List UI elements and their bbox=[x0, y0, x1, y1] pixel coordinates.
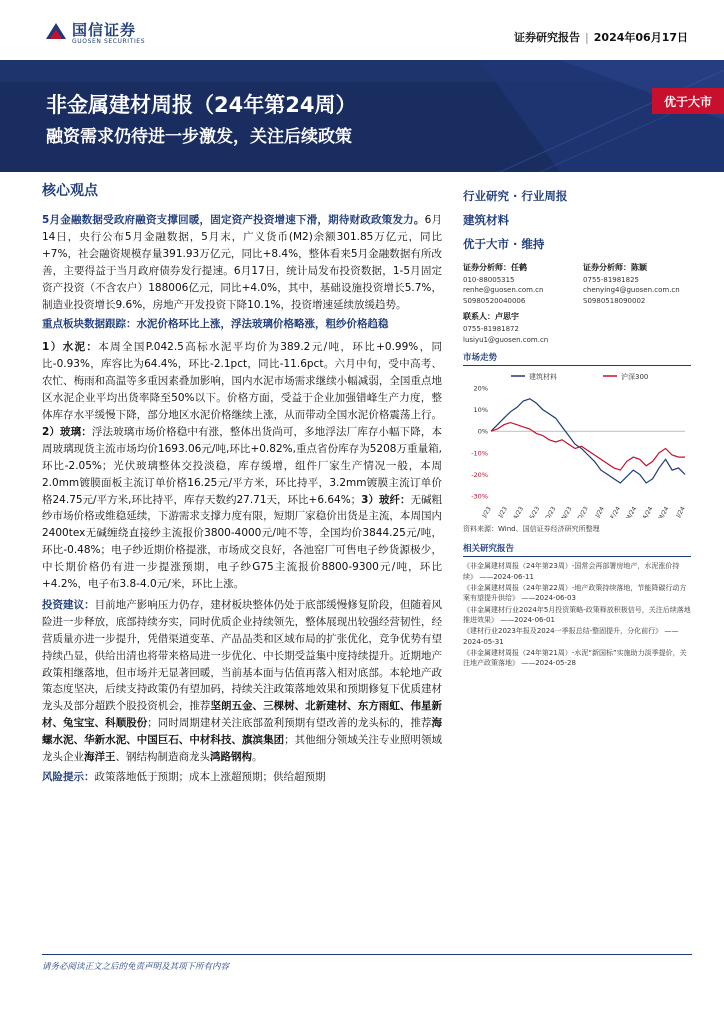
investment-picks-1: 坚朗五金、三棵树、北新建材、东方雨虹、伟星新材、兔宝宝、科顺股份 bbox=[42, 700, 443, 730]
report-date: 2024年06月17日 bbox=[593, 31, 688, 44]
analyst-2 bbox=[583, 262, 691, 306]
market-trend-title: 市场走势 bbox=[463, 353, 498, 364]
glass-label: 2）玻璃： bbox=[42, 425, 92, 438]
investment-body-1: 目前地产影响压力仍存，建材板块整体仍处于底部缓慢修复阶段，但随着风险进一步释放，底部持续夯实，同时优质企业持续领先，整体展现出较强经营韧性，经营质量亦进一步提升，凭借渠道变革、产品品类和区域布局的扩张优化，竞争优势有望持续凸显，供给出清也将带来格局进一步优化、中长期受益集中度持续提升。近期地产政策相继落地，但市场并无显著回暖，当前基本面与估值再落入相对底部。本轮地产政策态度坚决，后续支持政策仍有望加码，持续关注政策落地效果和预期修复下优质建材龙头及部分超跌个股投资机会，推荐 bbox=[42, 598, 443, 713]
related-report-item[interactable]: 《非金属建材周报（24年第23周）-国常会再部署房地产，水泥涨价持续》 ——2024-06-11 bbox=[463, 562, 680, 581]
analyst-1 bbox=[463, 262, 567, 306]
related-report-item[interactable]: 《非金属建材周报（24年第22周）-地产政策持续落地，节能降碳行动方案有望提升供给》 ——2024-06-03 bbox=[463, 584, 687, 603]
analyst-2-cert: S0980518090002 bbox=[583, 296, 646, 305]
investment-body-4: 、钢结构制造商龙头 bbox=[115, 751, 210, 764]
top-header bbox=[0, 0, 724, 58]
core-view-title: 核心观点 bbox=[42, 183, 98, 199]
sector-tracking-heading: 重点板块数据跟踪：水泥价格环比上涨，浮法玻璃价格略涨，粗纱价格趋稳 bbox=[42, 318, 389, 331]
report-tag bbox=[514, 29, 688, 45]
report-category: 行业研究 · 行业周报 bbox=[463, 189, 568, 203]
investment-body-5: 。 bbox=[252, 751, 263, 764]
y-tick-label: 10% bbox=[473, 406, 488, 415]
investment-picks-2: 海螺水泥、华新水泥、中国巨石、中材科技、旗滨集团 bbox=[42, 717, 443, 747]
analyst-1-phone: 010-88005315 bbox=[463, 276, 515, 284]
y-tick-label: 0% bbox=[477, 427, 488, 436]
related-reports-list bbox=[463, 561, 691, 668]
glass-body: 浮法玻璃市场价格稳中有涨，整体出货尚可，多地浮法厂库存小幅下降，本周玻璃现货主流市场均价1693.06元/吨,环比+0.82%,重点省份库存为5208万重量箱,环比-2.05%；光伏玻璃整体交投淡稳，库存缓增，组件厂家生产情况一般，本周2.0mm镀膜面板主流订单价格16.25元/平方米，环比持平，3.2mm镀膜主流订单价格24.75元/平方米,环比持平，库存天数约27.71天，环比+6.64%； bbox=[42, 425, 442, 506]
related-report-item[interactable]: 《非金属建材周报（24年第21周）-水泥“新国标”实施助力淡季提价，关注地产政策落地》 ——2024-05-28 bbox=[463, 648, 687, 668]
separator: | bbox=[585, 31, 589, 44]
y-tick-label: -30% bbox=[471, 492, 488, 501]
analyst-2-email[interactable]: chenying4@guosen.com.cn bbox=[583, 286, 680, 295]
report-type: 证券研究报告 bbox=[514, 31, 581, 44]
y-tick-label: -10% bbox=[471, 449, 488, 458]
risk-body: 政策落地低于预期；成本上涨超预期；供给超预期 bbox=[94, 771, 326, 783]
contact-email[interactable]: lusiyu1@guosen.com.cn bbox=[463, 335, 549, 344]
left-column bbox=[42, 180, 442, 786]
analyst-1-email[interactable]: renhe@guosen.com.cn bbox=[463, 286, 544, 295]
logo-text-en: GUOSEN SECURITIES bbox=[72, 38, 146, 45]
chart-source: 资料来源：Wind、国信证券经济研究所整理 bbox=[463, 525, 600, 534]
x-tick-label: M/24 bbox=[624, 505, 639, 519]
contact-block bbox=[463, 311, 691, 345]
related-report-item[interactable]: 《建材行业2023年报及2024一季报总结-整固提升，分化前行》 ——2024-05-31 bbox=[463, 627, 679, 646]
market-trend-rule bbox=[463, 365, 691, 366]
y-tick-label: -20% bbox=[471, 470, 488, 479]
investment-picks-3a: 海洋王 bbox=[84, 751, 116, 764]
investment-body-3: ；其他细分领域关注专业照明领域龙头企业 bbox=[42, 734, 443, 764]
fiber-label: 3）玻纤： bbox=[361, 493, 411, 506]
investment-body-2: ；同时周期建材关注底部盈利预期有望改善的龙头标的，推荐 bbox=[147, 717, 432, 730]
x-tick-label: N/23 bbox=[560, 505, 574, 519]
paragraph-investment bbox=[42, 597, 442, 766]
industry-name: 建筑材料 bbox=[463, 213, 509, 227]
x-tick-label: A/24 bbox=[641, 505, 655, 519]
market-trend-chart bbox=[463, 368, 691, 518]
report-subtitle: 融资需求仍待进一步激发，关注后续政策 bbox=[46, 127, 352, 147]
paragraph-sectors bbox=[42, 339, 442, 593]
legend-label-series-2: 沪深300 bbox=[621, 373, 649, 382]
y-tick-label: 20% bbox=[473, 384, 488, 393]
related-report-item[interactable]: 《非金属建材行业2024年5月投资策略-政策释放积极信号，关注后续落地推进效果》 ——2024-06-01 bbox=[463, 605, 691, 624]
footer-rule bbox=[42, 954, 692, 955]
paragraph-finance-lead: 5月金融数据受政府融资支撑回暖，固定资产投资增速下滑，期待财政政策发力。 bbox=[42, 214, 425, 226]
related-reports-title: 相关研究报告 bbox=[463, 544, 515, 555]
analyst-2-name: 证券分析师：陈颖 bbox=[583, 263, 648, 272]
x-tick-label: J/23 bbox=[480, 505, 493, 519]
x-tick-label: A/23 bbox=[512, 505, 526, 519]
analyst-2-phone: 0755-81981825 bbox=[583, 276, 640, 284]
investment-picks-3b: 鸿路钢构 bbox=[210, 751, 252, 764]
x-tick-label: M/24 bbox=[657, 505, 671, 519]
paragraph-risk bbox=[42, 769, 442, 786]
rating-badge: 优于大市 bbox=[652, 88, 724, 114]
industry-rating: 优于大市 · 维持 bbox=[463, 237, 545, 251]
x-tick-label: O/23 bbox=[544, 505, 558, 519]
x-tick-label: J/23 bbox=[497, 505, 509, 519]
guosen-logo-icon bbox=[44, 19, 68, 43]
right-column bbox=[463, 188, 691, 669]
analyst-block bbox=[463, 262, 691, 306]
cement-body: 本周全国P.042.5高标水泥平均价为389.2元/吨，环比+0.99%，同比-0.93%，库容比为64.4%，环比-2.1pct，同比-11.6pct。六月中旬，受中高考、农忙、梅雨和高温等多重因素叠加影响，国内水泥市场需求继续小幅减弱，全国重点地区水泥企业平均出货率降至50%以下。价格方面，受益于企业加强错峰生产力度，整体库存水平缓慢下降，部分地区水泥价格继续上涨，从而带动全国水泥价格震荡上行。 bbox=[42, 341, 443, 421]
x-tick-label: D/23 bbox=[576, 505, 590, 519]
paragraph-finance bbox=[42, 212, 442, 313]
analyst-1-cert: S0980520040006 bbox=[463, 296, 526, 305]
x-tick-label: J/24 bbox=[674, 505, 687, 519]
logo-text-cn: 国信证券 bbox=[72, 21, 137, 39]
paragraph-finance-body: 6月14日，央行公布5月金融数据，5月末，广义货币(M2)余额301.85万亿元，同比+7%，社会融资规模存量391.93万亿元，同比+8.4%，整体看来5月金融数据有所改善，主要得益于当月政府债券发行提速。6月17日，统计局发布投资数据，1-5月固定资产投资（不含农户）188006亿元，同比+4.0%，其中，基础设施投资增长5.7%，制造业投资增长9.6%，房地产开发投资下降10.1%，投资增速延续放缓趋势。 bbox=[42, 214, 442, 311]
contact-phone: 0755-81981872 bbox=[463, 325, 519, 334]
risk-label: 风险提示： bbox=[42, 771, 95, 783]
x-tick-label: J/24 bbox=[594, 505, 606, 519]
report-title: 非金属建材周报（24年第24周） bbox=[46, 93, 357, 117]
contact-name: 联系人：卢思宇 bbox=[463, 312, 519, 322]
analyst-1-name: 证券分析师：任鹤 bbox=[463, 263, 527, 272]
related-reports-rule bbox=[463, 556, 691, 557]
investment-label: 投资建议： bbox=[42, 598, 95, 611]
cement-label: 1）水泥： bbox=[42, 341, 99, 354]
x-tick-label: S/23 bbox=[528, 505, 542, 519]
x-tick-label: F/24 bbox=[609, 505, 623, 519]
legend-label-series-1: 建筑材料 bbox=[529, 373, 557, 382]
footer-disclaimer: 请务必阅读正文之后的免责声明及其项下所有内容 bbox=[42, 962, 230, 972]
fiber-body: 无碱粗纱市场价格或维稳延续，下游需求支撑力度有限，短期厂家稳价出货是主流，本周国内2400tex无碱缠绕直接纱主流报价3800-4000元/吨不等，全国均价3844.25元/吨，环比-0.48%；电子纱近期价格提涨，市场成交良好，各池窑厂可售电子纱货源极少，中长期价格仍有进一步提涨预期，电子纱G75主流报价8800-9300元/吨，环比+4.2%，电子布3.8-4.0元/米，环比上涨。 bbox=[42, 493, 442, 591]
